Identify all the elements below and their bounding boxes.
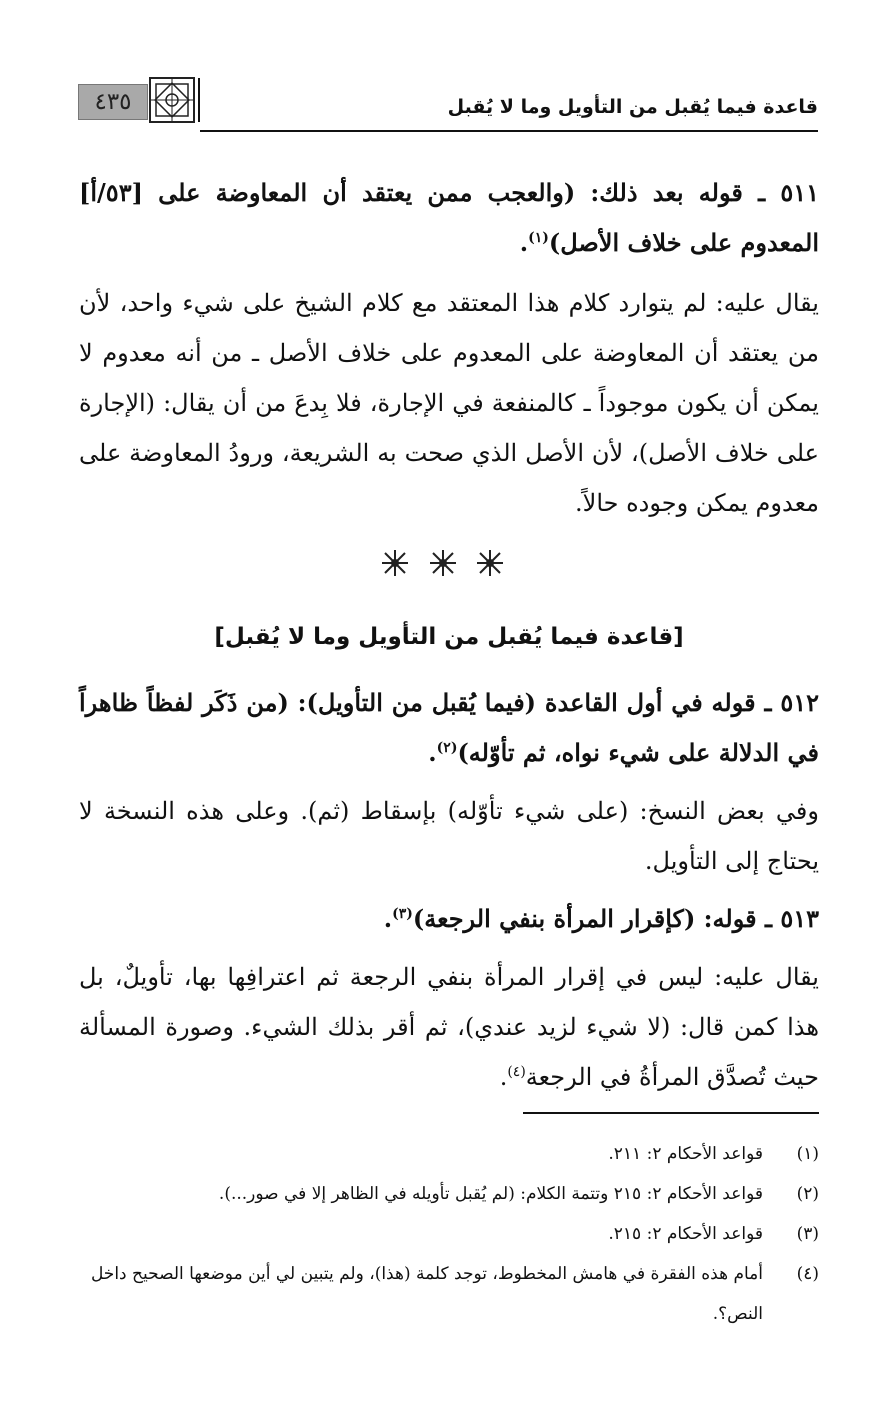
running-header-title: قاعدة فيما يُقبل من التأويل وما لا يُقبل [447,96,818,118]
footnote-ref-1: (١) [528,230,549,246]
flower-ornament-icon [380,548,410,578]
paragraph-513-reply [79,952,819,1102]
paragraph-511-text: ٥١١ ـ قوله بعد ذلك: (والعجب ممن يعتقد أن المعاوضة على [٥٣/أ] المعدوم على خلاف الأصل) [79,178,819,257]
header-rule [200,130,818,132]
footnote-number: (١) [796,1144,819,1164]
section-separator [0,548,885,582]
paragraph-513-reply-end: . [499,1063,508,1091]
paragraph-513-text: ٥١٣ ـ قوله: (كإقرار المرأة بنفي الرجعة) [412,904,819,933]
footnote-item [67,1174,819,1214]
footnote-text: قواعد الأحكام ٢: ٢١٥. [608,1224,763,1244]
paragraph-511 [79,168,819,268]
footnote-text: قواعد الأحكام ٢: ٢١٥ وتتمة الكلام: (لم يُقبل تأويله في الظاهر إلا في صور...). [218,1184,763,1204]
footnote-ref-3: (٣) [392,906,413,922]
paragraph-512-end: . [428,738,437,767]
paragraph-511-reply: يقال عليه: لم يتوارد كلام هذا المعتقد مع كلام الشيخ على شيء واحد، لأن من يعتقد أن المعاوضة على المعدوم على خلاف الأصل ـ من أنه معدوم لا يمكن أن يكون موجوداً ـ كالمنفعة في الإجارة، فلا بِدعَ من أن يقال: (الإجارة على خلاف الأصل)، لأن الأصل الذي صحت به الشريعة، ورودُ المعاوضة على معدوم يمكن وجوده حالاً. [79,289,819,517]
footnote-ref-4: (٤) [507,1064,526,1080]
paragraph-513-reply-text: يقال عليه: ليس في إقرار المرأة بنفي الرجعة ثم اعترافِها بها، تأويلٌ، بل هذا كمن قال: (لا شيء لزيد عندي)، ثم أقر بذلك الشيء. وصورة المسألة حيث تُصدَّق المرأةُ في الرجعة [79,963,819,1091]
paragraph-513 [79,894,819,944]
footnote-number: (٣) [796,1224,819,1244]
footnote-number: (٢) [796,1184,819,1204]
flower-ornament-icon [428,548,458,578]
footnote-ref-2: (٢) [436,740,458,756]
footnote-item [67,1254,819,1334]
paragraph-513-end: . [383,904,393,933]
section-title: [قاعدة فيما يُقبل من التأويل وما لا يُقبل] [214,624,684,650]
flower-ornament-icon [475,548,505,578]
page-header [78,70,818,132]
paragraph-512-text: ٥١٢ ـ قوله في أول القاعدة (فيما يُقبل من التأويل): (من ذَكَر لفظاً ظاهراً في الدلالة على شيء نواه، ثم تأوّله) [79,688,819,767]
footnote-item [67,1214,819,1254]
footnote-item [67,1134,819,1174]
footnotes [67,1134,819,1334]
page-number: ٤٣٥ [78,84,148,120]
paragraph-512 [79,678,819,778]
header-divider [198,78,200,122]
footnote-number: (٤) [796,1264,819,1284]
footnote-separator [523,1112,819,1114]
paragraph-512-note: وفي بعض النسخ: (على شيء تأوّله) بإسقاط (ثم). وعلى هذه النسخة لا يحتاج إلى التأويل. [79,797,819,875]
footnote-text: أمام هذه الفقرة في هامش المخطوط، توجد كلمة (هذا)، ولم يتبين لي أين موضعها الصحيح داخل النص؟. [90,1264,763,1324]
ornament-icon [148,76,196,124]
footnote-text: قواعد الأحكام ٢: ٢١١. [608,1144,763,1164]
paragraph-511-end: . [519,228,529,257]
